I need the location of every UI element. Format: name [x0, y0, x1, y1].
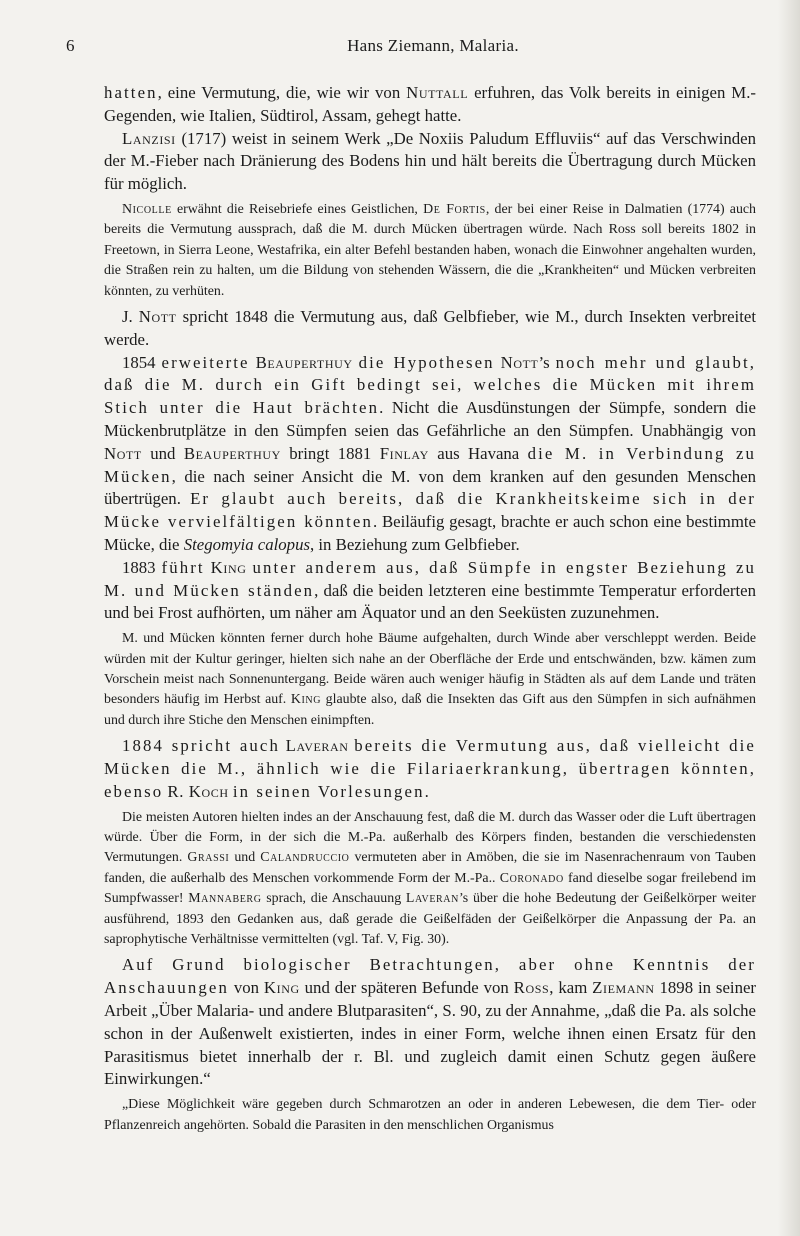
author-name: Mannaberg — [188, 891, 262, 907]
page-number: 6 — [66, 36, 75, 55]
author-name: Lanzisi — [122, 128, 176, 148]
page-edge-shadow — [778, 0, 800, 1236]
paragraph-7 — [104, 629, 756, 731]
running-title: Hans Ziemann, Malaria. — [347, 36, 519, 55]
text-run: und der späteren Befunde von — [299, 978, 514, 998]
author-name: Grassi — [187, 850, 230, 866]
author-name: Coronado — [499, 870, 564, 886]
author-name: Beauperthuy — [183, 443, 281, 463]
text-run: , daß die beiden letzteren eine bestimmte Temperatur erforderten und bei Frost aufhörten, um näher am Äquator und an den Seeküsten zuzunehmen. — [104, 580, 756, 623]
spaced-text: die Hypothesen — [358, 352, 495, 372]
author-name: Calandruccio — [260, 850, 350, 866]
paragraph-8 — [104, 735, 756, 803]
author-name: King — [290, 692, 322, 708]
author-name: Ziemann — [592, 978, 655, 998]
text-run: , die nach seiner Ansicht die M. von dem kranken auf den gesunden Menschen übertrügen. — [104, 466, 756, 509]
spaced-text: erweiterte — [161, 352, 250, 372]
author-name: King — [263, 978, 300, 998]
paragraph-1 — [104, 82, 756, 128]
author-name: Ross — [513, 978, 550, 998]
text-run: , kam — [549, 978, 593, 998]
paragraph-5 — [104, 352, 756, 557]
text-run: Die meisten Autoren hielten indes an der Anschauung fest, daß die M. durch das Wasser oder die Luft übertragen würde. Über die Form, in der sich die M.-Pa. außerhalb des Körpers finden, bestanden die verschiedensten Vermutungen. — [104, 809, 756, 866]
spaced-text: Er glaubt auch bereits, daß die Krankheitskeime sich in der Mücke vervielfältigen könnten — [104, 489, 756, 532]
spaced-text: noch mehr und glaubt, daß die M. durch ein Gift bedingt sei, welches die Mücken mit ihrem Stich unter die Haut brächten — [104, 352, 757, 418]
text-run: erwähnt die Reisebriefe eines Geistlichen, — [171, 201, 424, 217]
spaced-text: unter anderem aus, daß Sümpfe in engster Beziehung zu M. und Mücken ständen — [104, 557, 756, 600]
paragraph-3 — [104, 200, 756, 302]
paragraph-11 — [104, 1095, 756, 1136]
text-run: J. — [122, 307, 139, 327]
author-name: King — [210, 557, 247, 577]
text-run: bringt 1881 — [280, 443, 380, 463]
text-run: sprach, die Anschauung — [261, 891, 406, 907]
text-run: 1854 — [122, 352, 162, 372]
author-name: Laveran — [285, 736, 349, 756]
text-run: vermuteten aber in Amöben, die sie im Nasenrachenraum von Tauben fanden, die außerhalb des Menschen vorkommende Form der M.-Pa.. — [104, 850, 757, 886]
paragraph-6 — [104, 557, 756, 625]
paragraph-2 — [104, 128, 756, 196]
author-name: R. Koch — [167, 781, 229, 801]
text-run: fand dieselbe sogar freilebend im Sumpfwasser! — [104, 870, 757, 907]
species-name: Stegomyia calopus — [183, 534, 310, 554]
spaced-text: 1884 spricht auch — [122, 736, 280, 756]
spaced-text: Auf Grund biologischer Betrachtungen, aber ohne Kenntnis der Anschauungen — [104, 955, 756, 998]
author-name: Nott — [138, 307, 177, 327]
spaced-text: bereits die Vermutung aus, daß vielleicht die Mücken die M., ähnlich wie die Filariaerkrankung, übertragen könnten, ebenso — [104, 736, 756, 801]
author-name: Nott — [500, 352, 539, 372]
paragraph-9 — [104, 808, 756, 951]
text-run: aus Havana — [428, 443, 528, 463]
text-run: und — [229, 850, 261, 866]
author-name: Nuttall — [406, 83, 469, 102]
text-run: 1898 in seiner Arbeit „Über Malaria- und andere Blutparasiten“, S. 90, zu der Annahme, „daß die Pa. als solche schon in der Außenwelt existierten, indes in einer Form, welche ihnen einen Ersatz für den Parasitismus bietet innerhalb der r. Bl. und zugleich damit einen Schutz gegen äußere Einwirkungen.“ — [104, 978, 756, 1089]
text-run: . — [424, 781, 429, 801]
text-run: „Diese Möglichkeit wäre gegeben durch Schmarotzen an oder in anderen Lebewesen, die dem Tier- oder Pflanzenreich angehörten. Sobald die Parasiten in den menschlichen Organismus — [104, 1097, 756, 1133]
text-run: ’s über die hohe Bedeutung der Geißelkörper weiter ausführend, 1893 den Gedanken aus, daß gerade die Geißelfäden der Geißelkörper die Anpassung der Pa. an saprophytische Verhältnisse vermittelten (vgl. Taf. V, Fig. 30). — [104, 891, 756, 948]
text-run: . Nicht die Ausdünstungen der Sümpfe, sondern die Mückenbrutplätze in den Sümpfen seien das Gefährliche an den Sümpfen. Unabhängig von — [104, 398, 757, 440]
text-run: (1717) weist in seinem Werk „De Noxiis Paludum Effluviis“ auf das Verschwinden der M.-Fieber nach Dränierung des Bodens hin und hält bereits die Übertragung durch Mücken für möglich. — [104, 128, 756, 194]
paragraph-4 — [104, 306, 756, 352]
text-run: erfuhren, das Volk bereits in einigen M.-Gegenden, wie Italien, Südtirol, Assam, gehegt hatte. — [104, 83, 756, 125]
author-name: Beauperthuy — [255, 352, 353, 372]
text-run: spricht 1848 die Vermutung aus, daß Gelbfieber, wie M., durch Insekten verbreitet werde. — [104, 307, 756, 349]
author-name: De Fortis — [423, 201, 486, 217]
text-run: von — [228, 978, 264, 998]
text-run: ’s — [538, 352, 556, 372]
text-run: . Beiläufig gesagt, brachte er auch schon eine bestimmte Mücke, die — [104, 512, 756, 554]
text-run: hatten — [104, 83, 158, 102]
body-text — [104, 82, 756, 1140]
spaced-text: in seinen Vorlesungen — [232, 781, 425, 801]
page-header — [66, 36, 800, 60]
text-run: , der bei einer Reise in Dalmatien (1774) auch bereits die Vermutung aussprach, daß die M. durch Mücken übertragen würde. Nach Ross soll bereits 1802 in Freetown, in Sierra Leone, Westafrika, ein alter Befehl bestanden haben, wonach die Einwohner angehalten wurden, die Straßen rein zu halten, um die Bildung von stehenden Wässern, die die „Krankheiten“ und Mücken verbreiten könnten, zu verhüten. — [104, 201, 756, 299]
spaced-text: die M. in Verbindung zu Mücken — [104, 443, 756, 486]
text-run: 1883 — [122, 557, 162, 577]
text-run: glaubte also, daß die Insekten das Gift aus den Sümpfen in sich aufnähmen und durch ihre Stiche den Menschen einimpften. — [104, 692, 756, 728]
spaced-text: führt — [161, 557, 205, 577]
text-run: und — [141, 443, 184, 463]
text-run: M. und Mücken könnten ferner durch hohe Bäume aufgehalten, durch Winde aber verschleppt werden. Beide würden mit der Kultur geringer, hielten sich nahe an der Oberfläche der Erde und entschwänden, bzw. kämen zum Vorschein meist nach Sonnenuntergang. Beide wären auch weniger häufig in Städten als auf dem Lande und träten besonders häufig im Herbst auf. — [104, 631, 756, 708]
author-name: Finlay — [379, 443, 429, 463]
author-name: Laveran — [405, 891, 459, 907]
text-run: , eine Vermutung, die, wie wir von — [157, 83, 407, 102]
author-name: Nicolle — [122, 201, 172, 217]
text-run: , in Beziehung zum Gelbfieber. — [310, 534, 520, 554]
author-name: Nott — [104, 443, 142, 463]
paragraph-10 — [104, 954, 756, 1091]
